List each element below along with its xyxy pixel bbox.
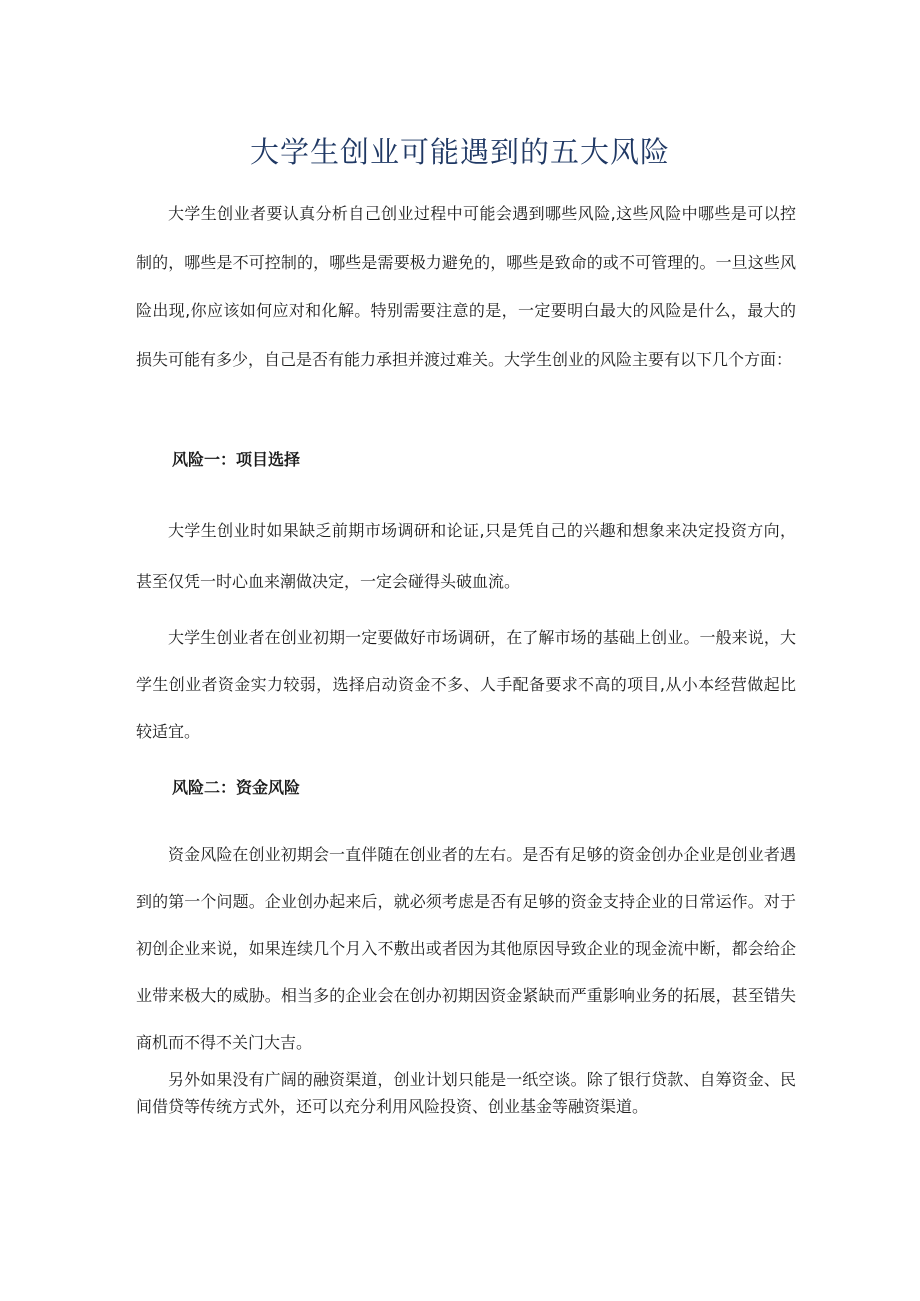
section-heading-funding-risk: 风险二：资金风险 [172,778,301,797]
section1-paragraph-2: 大学生创业者在创业初期一定要做好市场调研，在了解市场的基础上创业。一般来说，大学生创业者资金实力较弱，选择启动资金不多、人手配备要求不高的项目,从小本经营做起比较适宜。 [136,628,796,741]
section2-paragraph-2: 另外如果没有广阔的融资渠道，创业计划只能是一纸空谈。除了银行贷款、自筹资金、民间借贷等传统方式外，还可以充分利用风险投资、创业基金等融资渠道。 [136,1070,796,1116]
section2-paragraph-1: 资金风险在创业初期会一直伴随在创业者的左右。是否有足够的资金创办企业是创业者遇到的第一个问题。企业创办起来后，就必须考虑是否有足够的资金支持企业的日常运作。对于初创企业来说，如果连续几个月入不敷出或者因为其他原因导致企业的现金流中断，都会给企业带来极大的威胁。相当多的企业会在创办初期因资金紧缺而严重影响业务的拓展，甚至错失商机而不得不关门大吉。 [136,845,796,1052]
document-title: 大学生创业可能遇到的五大风险 [249,135,670,169]
section-heading-project-selection: 风险一：项目选择 [172,450,301,469]
section1-paragraph-1: 大学生创业时如果缺乏前期市场调研和论证,只是凭自己的兴趣和想象来决定投资方向，甚至仅凭一时心血来潮做决定，一定会碰得头破血流。 [136,521,796,591]
intro-paragraph: 大学生创业者要认真分析自己创业过程中可能会遇到哪些风险,这些风险中哪些是可以控制的，哪些是不可控制的，哪些是需要极力避免的，哪些是致命的或不可管理的。一旦这些风险出现,你应该如何应对和化解。特别需要注意的是，一定要明白最大的风险是什么，最大的损失可能有多少，自己是否有能力承担并渡过难关。大学生创业的风险主要有以下几个方面： [136,204,796,369]
